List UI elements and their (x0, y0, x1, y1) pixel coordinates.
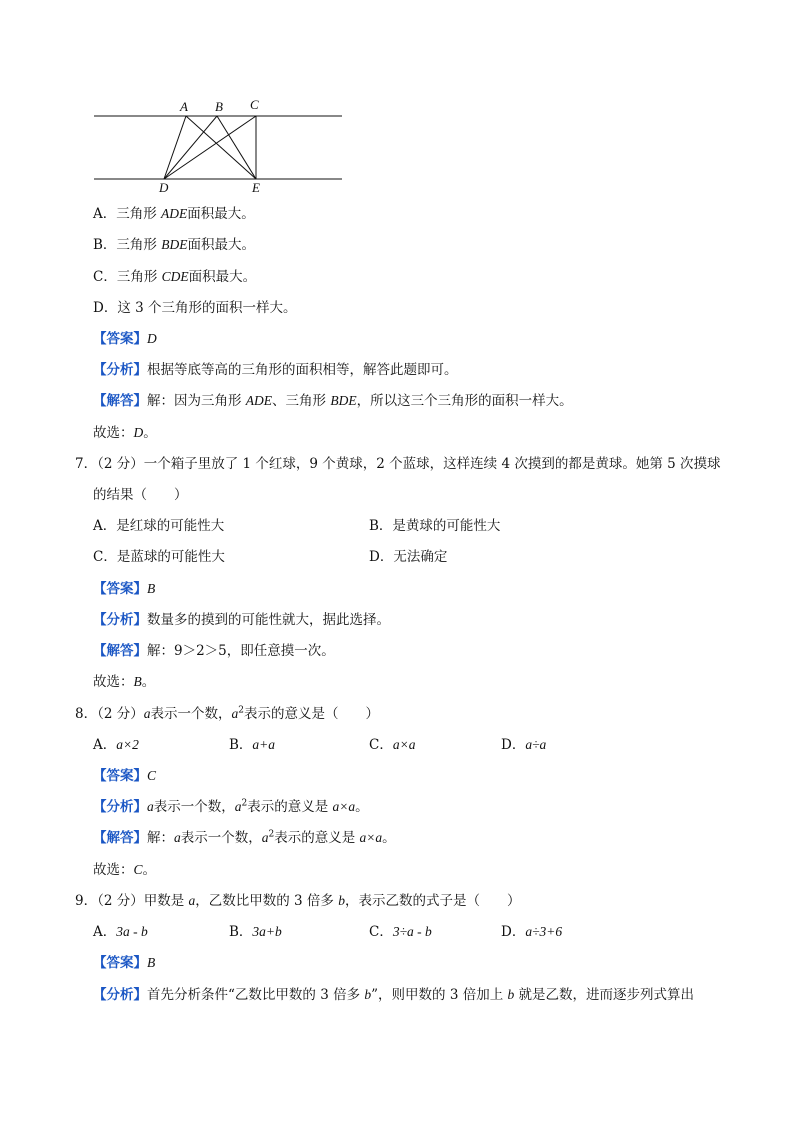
expression: a×a (332, 799, 356, 814)
analysis-text: ”，则甲数的 3 倍加上 (371, 987, 508, 1003)
exponent: 2 (238, 705, 244, 716)
solution-text: ，所以这三个三角形的面积一样大。 (356, 393, 573, 409)
option-prefix: A．三角形 (93, 206, 162, 222)
q9-option-a (93, 923, 148, 941)
stem-text: ，表示乙数的式子是（ ） (344, 893, 521, 909)
solution-text: 解：因为三角形 (147, 393, 246, 409)
q9-option-c (369, 923, 432, 941)
q7-option-b: B．是黄球的可能性大 (369, 518, 501, 534)
q9-option-b (229, 923, 282, 941)
analysis-text: 根据等底等高的三角形的面积相等，解答此题即可。 (147, 362, 458, 378)
choose-prefix: 故选： (93, 862, 134, 878)
option-prefix: C． (369, 737, 393, 753)
triangle-name: CDE (161, 269, 189, 284)
q6-option-b (93, 236, 255, 254)
variable-a: a (174, 830, 181, 845)
choose-prefix: 故选： (93, 674, 134, 690)
analysis-text: 表示一个数， (153, 799, 235, 815)
option-prefix: B． (229, 924, 253, 940)
option-expr: a×2 (116, 737, 139, 752)
solution-tag: 【解答】 (93, 643, 147, 659)
q8-choose (93, 861, 156, 879)
q6-option-c (93, 268, 256, 286)
triangle-name: BDE (330, 393, 357, 408)
solution-text: 表示的意义是 (274, 830, 360, 846)
stem-text: 表示一个数， (150, 706, 232, 722)
variable-a: a (143, 706, 151, 721)
choose-suffix: 。 (141, 674, 156, 690)
option-prefix: A． (93, 924, 117, 940)
label-b: B (215, 99, 223, 114)
label-e: E (252, 180, 260, 195)
solution-tag: 【解答】 (93, 393, 147, 409)
variable-a: a (234, 799, 242, 814)
option-suffix: 面积最大。 (188, 269, 257, 285)
answer-tag: 【答案】 (93, 331, 147, 347)
q6-analysis (93, 361, 458, 379)
variable-b: b (507, 987, 515, 1002)
option-expr: a×a (392, 737, 416, 752)
choose-prefix: 故选： (93, 425, 134, 441)
option-suffix: 面积最大。 (187, 237, 255, 253)
analysis-text: 首先分析条件“乙数比甲数的 3 倍多 (147, 987, 365, 1003)
answer-tag: 【答案】 (93, 955, 147, 971)
label-c: C (250, 97, 259, 112)
segment-ae (186, 116, 256, 179)
q8-solution (93, 829, 396, 847)
option-prefix: C． (369, 924, 393, 940)
stem-text: ，乙数比甲数的 3 倍多 (195, 893, 339, 909)
q8-option-b (229, 736, 275, 754)
solution-tag: 【解答】 (93, 830, 147, 846)
variable-b: b (364, 987, 372, 1002)
variable-a: a (188, 893, 196, 908)
q8-stem (75, 705, 379, 723)
solution-text: 、三角形 (272, 393, 331, 409)
exponent: 2 (241, 798, 248, 809)
q6-choose (93, 424, 157, 442)
trapezoid-figure (90, 95, 350, 195)
option-suffix: 面积最大。 (187, 206, 255, 222)
q7-option-a: A．是红球的可能性大 (93, 518, 225, 534)
solution-text: 解： (147, 830, 174, 846)
segment-cd (164, 116, 256, 179)
option-prefix: C．三角形 (93, 269, 162, 285)
q7-solution (93, 642, 335, 660)
q8-option-a (93, 736, 139, 754)
analysis-tag: 【分析】 (93, 612, 147, 628)
solution-text: 解：9＞2＞5，即任意摸一次。 (147, 643, 335, 659)
q6-option-d: D．这 3 个三角形的面积一样大。 (93, 300, 297, 316)
analysis-text: 表示的意义是 (247, 799, 333, 815)
exponent: 2 (268, 829, 275, 840)
analysis-text: 数量多的摸到的可能性就大，据此选择。 (147, 612, 390, 628)
q8-answer (93, 767, 156, 785)
analysis-tag: 【分析】 (93, 362, 147, 378)
triangle-name: BDE (161, 237, 188, 252)
question-number: 8．（2 分） (75, 706, 144, 722)
analysis-tag: 【分析】 (93, 799, 147, 815)
variable-a: a (147, 799, 154, 814)
choose-value: C (133, 862, 143, 877)
q7-stem-line2: 的结果（ ） (93, 487, 188, 503)
option-prefix: D． (501, 924, 526, 940)
q7-option-c: C．是蓝球的可能性大 (93, 549, 225, 565)
option-prefix: B． (229, 737, 253, 753)
q7-answer (93, 580, 155, 598)
option-expr: a÷3+6 (525, 924, 563, 939)
option-prefix: D． (501, 737, 526, 753)
option-prefix: A． (93, 737, 117, 753)
solution-text: 表示一个数， (180, 830, 262, 846)
answer-value: B (147, 955, 156, 970)
segment-bd (164, 116, 217, 179)
stem-text: 9．（2 分）甲数是 (75, 893, 189, 909)
q6-answer (93, 330, 157, 348)
variable-a: a (261, 830, 269, 845)
label-d: D (159, 180, 169, 195)
option-expr: 3a+b (252, 924, 282, 939)
option-expr: 3÷a - b (392, 924, 432, 939)
choose-suffix: 。 (142, 862, 157, 878)
q9-option-d (501, 923, 562, 941)
choose-value: B (133, 674, 142, 689)
q6-option-a (93, 205, 255, 223)
segment-ad (164, 116, 186, 179)
q8-option-c (369, 736, 415, 754)
option-expr: 3a - b (116, 924, 148, 939)
expression: a×a (359, 830, 383, 845)
analysis-tag: 【分析】 (93, 987, 147, 1003)
q9-stem (75, 892, 520, 910)
answer-value: B (147, 581, 156, 596)
analysis-text: 。 (355, 799, 369, 815)
variable-a: a (231, 706, 239, 721)
q9-answer (93, 954, 155, 972)
option-expr: a÷a (525, 737, 547, 752)
q9-analysis (93, 986, 694, 1004)
answer-value: C (147, 768, 157, 783)
q8-analysis (93, 798, 369, 816)
choose-suffix: 。 (143, 425, 157, 441)
option-prefix: B．三角形 (93, 237, 162, 253)
solution-text: 。 (382, 830, 396, 846)
answer-tag: 【答案】 (93, 581, 147, 597)
segment-be (217, 116, 256, 179)
answer-value: D (147, 331, 157, 346)
q8-option-d (501, 736, 546, 754)
label-a: A (180, 99, 188, 114)
triangle-name: ADE (245, 393, 273, 408)
q7-analysis (93, 611, 390, 629)
q6-solution (93, 392, 573, 410)
q7-stem-line1: 7．（2 分）一个箱子里放了 1 个红球，9 个黄球，2 个蓝球，这样连续 4 次摸到的都是黄球。她第 5 次摸球 (75, 456, 721, 472)
answer-tag: 【答案】 (93, 768, 147, 784)
analysis-text: 就是乙数，进而逐步列式算出 (514, 987, 695, 1003)
option-expr: a+a (252, 737, 276, 752)
variable-b: b (338, 893, 345, 908)
q7-option-d: D．无法确定 (369, 549, 448, 565)
choose-value: D (133, 425, 144, 440)
q7-choose (93, 673, 155, 691)
stem-text: 表示的意义是（ ） (243, 706, 379, 722)
triangle-name: ADE (161, 206, 188, 221)
